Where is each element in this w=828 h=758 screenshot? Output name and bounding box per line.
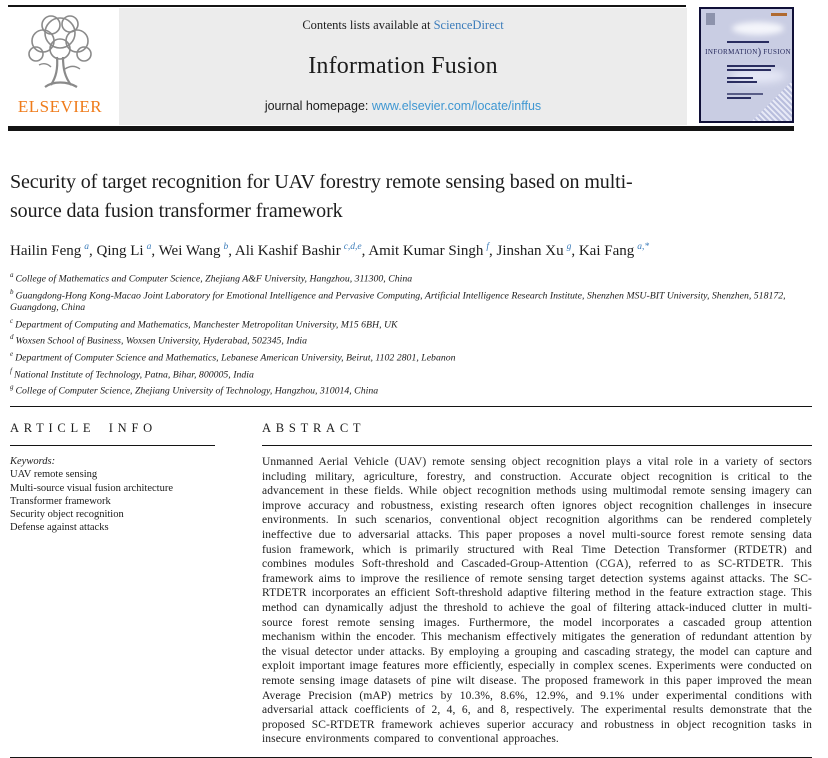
author-separator: , <box>571 243 579 259</box>
paper-title: Security of target recognition for UAV forestry remote sensing based on multi-source data fusion transformer framework <box>10 171 633 222</box>
info-abstract-columns <box>10 421 812 747</box>
cover-corner-stripes <box>751 80 793 122</box>
author-separator: , <box>151 243 159 259</box>
elsevier-tree-icon <box>8 11 112 99</box>
article-first-page <box>10 168 812 758</box>
affiliation-superscript: g <box>10 383 14 392</box>
keywords-block <box>10 455 228 534</box>
journal-title: Information Fusion <box>308 52 498 79</box>
affiliation-line <box>10 269 812 286</box>
abstract-heading: ABSTRACT <box>262 421 812 446</box>
header-bottom-rule <box>8 126 794 131</box>
author[interactable] <box>496 243 578 259</box>
cover-text-bar <box>727 69 771 71</box>
author-affiliation-superscript: a <box>146 242 152 252</box>
affiliation-text: National Institute of Technology, Patna, Bihar, 800005, India <box>13 369 254 381</box>
abstract-column <box>262 421 812 747</box>
affiliation-superscript: e <box>10 350 14 359</box>
author-list <box>10 237 700 262</box>
author-name: Jinshan Xu <box>496 243 564 259</box>
affiliation-text: Department of Computer Science and Mathematics, Lebanese American University, Beirut, 1102 2801, Lebanon <box>15 352 456 364</box>
abstract-text: Unmanned Aerial Vehicle (UAV) remote sensing object recognition plays a vital role in a variety of sectors including military, agriculture, forestry, and construction. Accurate object recognition is critical to the advancement in these fields. While object recognition methods using multimodal remote sensing imagery can improve accuracy and robustness, existing research often ignores object recognition challenges in insecure environments. In such scenarios, conventional object recognition algorithms can be rendered completely ineffective due to adversarial attacks. This paper proposes a novel multi-source forest remote sensing data fusion framework, which is primarily structured with Real Time Detection Transformer (RTDETR) and combines modules Soft-threshold and Cascaded-Group-Attention (CGA), referred to as SC-RTDETR. This framework aims to improve the resilience of remote sensing target detection systems against attacks. The SC-RTDETR incorporates an efficient Soft-threshold adaptive filtering method in the feature extraction stage. This method can dynamically adjust the threshold to achieve the goal of filtering attack-induced clutter in multi-source forest remote sensing images. Furthermore, the model incorporates a cascaded group attention mechanism within the encoder. This mechanism effectively mitigates the generation of redundant attention by the visual detector under attacks. By employing a grouping and cascading strategy, the model can capture and exploit important image features more efficiently, especially in complex scenes. Experiments were conducted on remote sensing image datasets of pine wilt disease. The proposed framework in this paper improved the mean Average Precision (mAP) metrics by 10.3%, 8.6%, 12.9%, and 9.1% under experimental conditions with adversarial attack coefficients of 2, 4, 6, and 8, respectively. The experimental results demonstrate that the proposed SC-RTDETR framework achieves superior accuracy and robustness in object recognition tasks in insecure environments compared to conventional approaches. <box>262 456 812 746</box>
affiliation-text: Department of Computing and Mathematics, Manchester Metropolitan University, M15 6BH, UK <box>15 319 398 331</box>
author-name: Kai Fang <box>578 243 635 259</box>
author-affiliation-superscript: g <box>566 242 572 252</box>
section-divider-rule <box>10 406 812 407</box>
homepage-line <box>265 99 541 113</box>
affiliation-text: Woxsen School of Business, Woxsen University, Hyderabad, 502345, India <box>15 335 308 347</box>
homepage-prefix: journal homepage: <box>264 99 372 113</box>
cover-subtitle-bar <box>727 41 769 43</box>
cover-journal-title: INFORMATION) FUSION <box>705 47 791 58</box>
author-name: Hailin Feng <box>10 243 82 259</box>
cover-editor-bar <box>727 81 757 83</box>
affiliation-superscript: a <box>10 271 14 279</box>
elsevier-wordmark: ELSEVIER <box>17 97 103 116</box>
keyword-item: Multi-source visual fusion architecture <box>10 482 173 494</box>
affiliation-line <box>10 348 812 365</box>
cover-availability-bar <box>727 93 763 95</box>
affiliation-list <box>10 269 812 398</box>
elsevier-logo[interactable] <box>8 11 112 123</box>
journal-header-box <box>119 8 687 125</box>
cover-elsevier-mini-logo <box>706 13 715 25</box>
author[interactable] <box>579 243 649 259</box>
affiliation-text: Guangdong-Hong Kong-Macao Joint Laboratory for Emotional Intelligence and Pervasive Computing, Artificial Intelligence Research Institute, Shenzhen MSU-BIT University, Shenzhen, 518172, Guangdong, China <box>10 289 786 314</box>
keyword-item: Transformer framework <box>10 495 111 507</box>
author[interactable] <box>235 243 368 259</box>
article-info-column <box>10 421 228 747</box>
author-name: Amit Kumar Singh <box>368 243 484 259</box>
cover-editor-bar <box>727 77 753 79</box>
affiliation-superscript: b <box>10 287 14 296</box>
contents-prefix: Contents lists available at <box>302 18 434 32</box>
author-separator: , <box>89 243 97 259</box>
author-separator: , <box>228 243 235 259</box>
article-info-heading: ARTICLE INFO <box>10 421 215 446</box>
author-separator: , <box>361 243 369 259</box>
author-name: Wei Wang <box>158 243 221 259</box>
author-separator: , <box>488 243 497 259</box>
author-affiliation-superscript: a,* <box>637 242 650 252</box>
journal-homepage-link[interactable]: www.elsevier.com/locate/inffus <box>371 99 542 113</box>
sciencedirect-link[interactable]: ScienceDirect <box>433 18 504 32</box>
author[interactable] <box>159 243 235 259</box>
keyword-item: Defense against attacks <box>10 522 109 534</box>
cover-issn-text <box>771 13 787 16</box>
affiliation-line <box>10 315 812 332</box>
keywords-label: Keywords: <box>10 456 56 468</box>
author[interactable] <box>97 243 159 259</box>
contents-line <box>302 18 503 33</box>
affiliation-line <box>10 365 812 382</box>
author-affiliation-superscript: c,d,e <box>343 242 362 252</box>
cover-glow <box>732 22 784 35</box>
author[interactable] <box>368 243 496 259</box>
author-affiliation-superscript: a <box>84 242 89 252</box>
affiliation-line <box>10 331 812 348</box>
affiliation-superscript: c <box>10 316 14 325</box>
author-affiliation-superscript: f <box>486 242 489 252</box>
affiliation-superscript: f <box>10 366 12 375</box>
author[interactable] <box>10 243 97 259</box>
author-name: Ali Kashif Bashir <box>234 243 341 259</box>
keyword-item: Security object recognition <box>10 508 124 520</box>
affiliation-text: College of Computer Science, Zhejiang University of Technology, Hangzhou, 310014, China <box>15 385 379 397</box>
affiliation-superscript: d <box>10 333 14 342</box>
affiliation-line <box>10 381 812 398</box>
author-affiliation-superscript: b <box>223 242 229 252</box>
journal-cover-thumbnail[interactable] <box>699 7 794 123</box>
cover-sciencedirect-bar <box>727 97 751 99</box>
cover-text-bar <box>727 65 775 67</box>
author-name: Qing Li <box>96 243 144 259</box>
header-top-rule <box>8 5 686 7</box>
keyword-item: UAV remote sensing <box>10 469 98 481</box>
affiliation-text: College of Mathematics and Computer Science, Zhejiang A&F University, Hangzhou, 311300, China <box>15 273 413 285</box>
affiliation-line <box>10 286 812 315</box>
